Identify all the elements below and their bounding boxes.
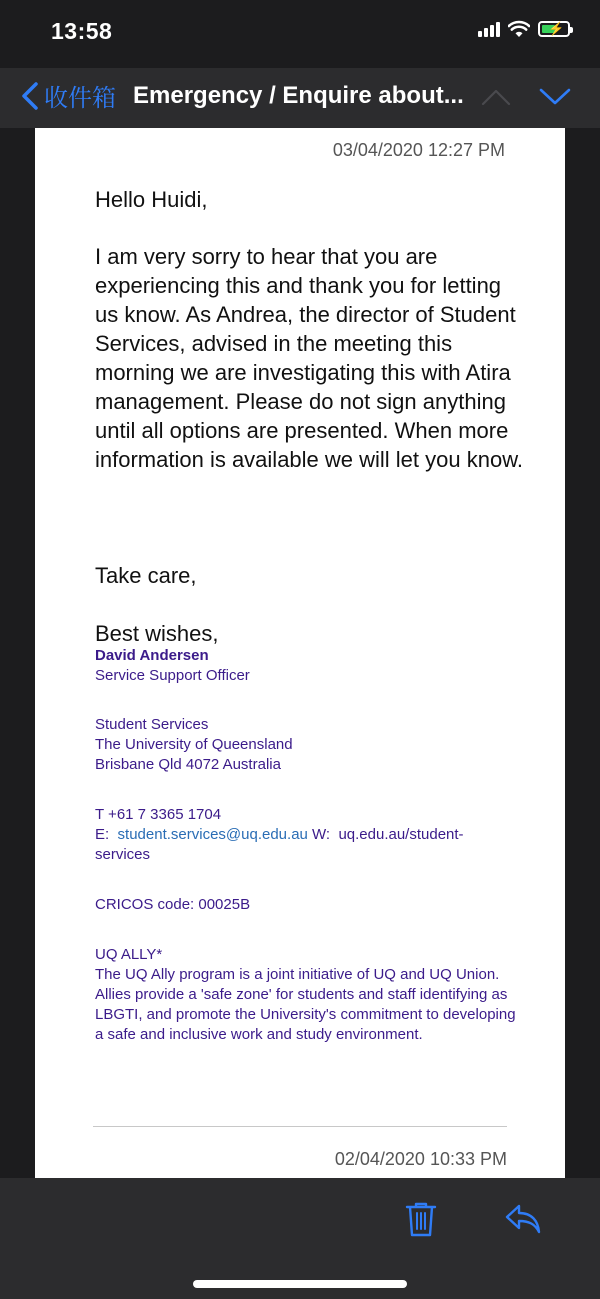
signature-department: Student Services [95,716,209,733]
signature-role: Service Support Officer [95,667,250,684]
wifi-icon [508,20,530,38]
signal-icon [478,21,500,37]
ally-description: The UQ Ally program is a joint initiative of UQ and UQ Union. Allies provide a 'safe zone' for students and staff identifying as LBGTI, and promote the University's commitment to developing a safe and inclusive work and study environment. [95,966,516,1043]
signature-university: The University of Queensland [95,736,293,753]
message-divider [93,1126,507,1127]
ally-title: UQ ALLY* [95,946,163,963]
status-icons [478,20,570,38]
previous-message-date[interactable]: 02/04/2020 10:33 PM [334,1149,507,1169]
status-time: 13:58 [51,18,113,44]
battery-charging-icon: ⚡ [538,21,570,37]
back-label: 收件箱 [44,85,116,112]
web-link-part1[interactable]: uq.edu.au/student- [338,826,464,843]
signature-cricos: CRICOS code: 00025B [95,896,251,913]
email-date: 03/04/2020 12:27 PM [332,140,505,160]
bottom-toolbar [0,1178,600,1299]
reply-icon[interactable] [504,1202,542,1236]
navigation-bar [0,68,600,128]
signature-name: David Andersen [95,647,209,664]
signature-address: Brisbane Qld 4072 Australia [95,756,281,773]
signature-contact-line [95,825,525,845]
trash-icon[interactable] [404,1200,438,1238]
email-subject-title: Emergency / Enquire about... [133,82,464,109]
signature-phone: T +61 7 3365 1704 [95,806,222,823]
email-sign-off: Best wishes, [95,621,219,646]
email-greeting: Hello Huidi, [95,187,208,212]
web-link-part2[interactable]: services [95,846,151,863]
email-message [35,128,565,1178]
status-bar [0,0,600,68]
chevron-down-icon[interactable] [538,82,572,110]
email-closing: Take care, [95,563,197,588]
email-link[interactable]: student.services@uq.edu.au [117,826,308,843]
web-label: W: [312,826,331,843]
email-body: I am very sorry to hear that you are experiencing this and thank you for letting us know. As Andrea, the director of Student Services, advised in the meeting this morning we are investigating this with Atira management. Please do not sign anything until all options are presented. When more information is available we will let you know. [95,244,523,472]
chevron-left-icon [16,80,44,112]
back-to-inbox-button[interactable] [16,78,116,113]
email-label: E: [95,826,110,843]
home-indicator[interactable] [193,1280,407,1288]
chevron-up-icon[interactable] [480,82,512,110]
